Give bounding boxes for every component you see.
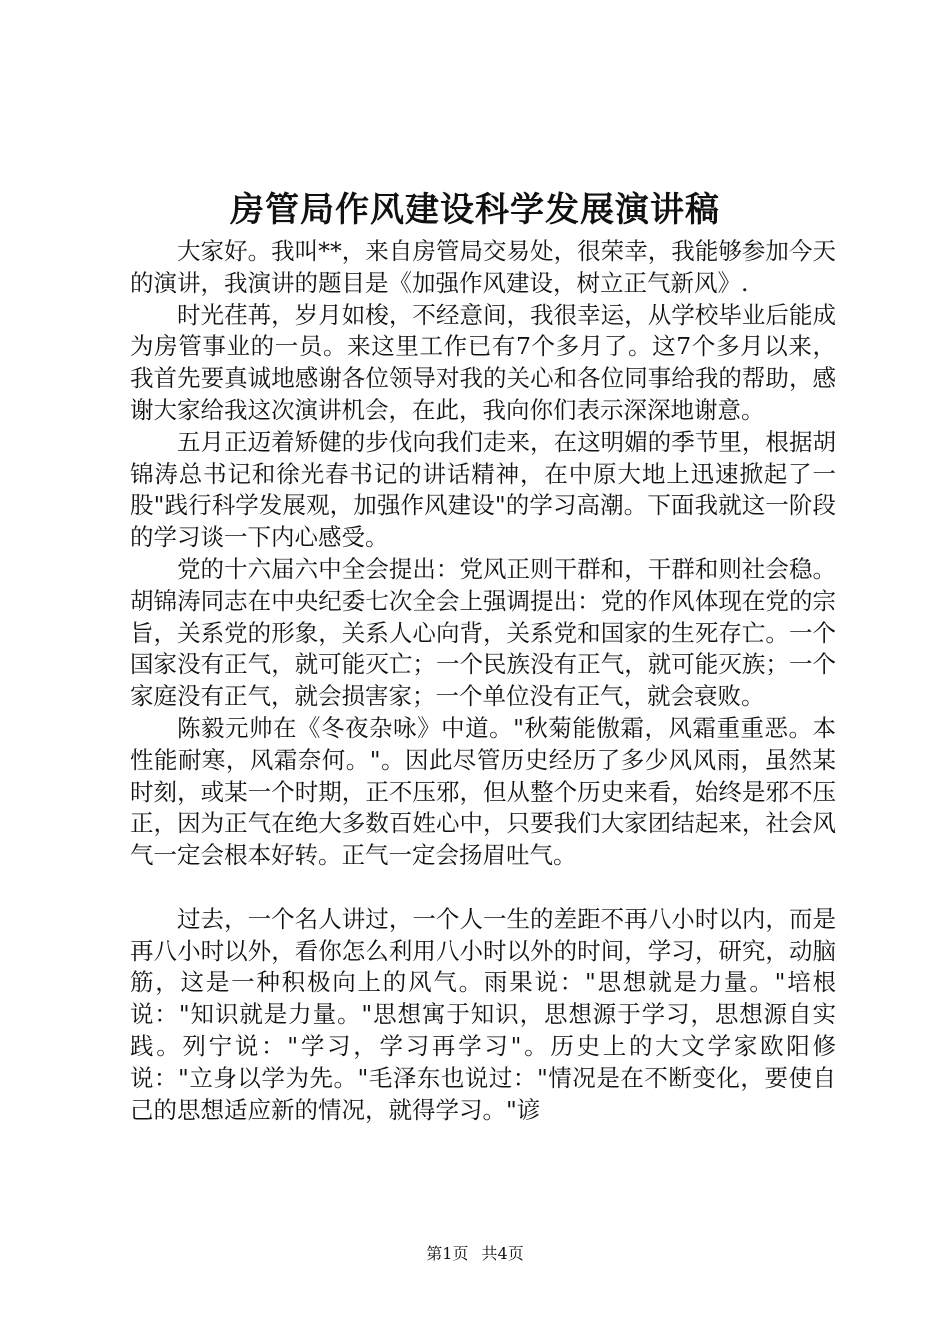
page-total: 共4页 (481, 1244, 524, 1263)
paragraph-introduction: 时光荏苒，岁月如梭，不经意间，我很幸运，从学校毕业后能成为房管事业的一员。来这里工作已有7个多月了。这7个多月以来，我首先要真诚地感谢各位领导对我的关心和各位同事给我的帮助，感谢大家给我这次演讲机会，在此，我向你们表示深深地谢意。 (130, 300, 836, 424)
page-number: 第1页 (426, 1244, 469, 1263)
paragraph-chen-yi: 陈毅元帅在《冬夜杂咏》中道。"秋菊能傲霜，风霜重重恶。本性能耐寒，风霜奈何。"。因此尽管历史经历了多少风风雨，虽然某时刻，或某一个时期，正不压邪，但从整个历史来看，始终是邪不压正，因为正气在绝大多数百姓心中，只要我们大家团结起来，社会风气一定会根本好转。正气一定会扬眉吐气。 (130, 713, 836, 870)
paragraph-party-style: 党的十六届六中全会提出：党风正则干群和，干群和则社会稳。胡锦涛同志在中央纪委七次全会上强调提出：党的作风体现在党的宗旨，关系党的形象，关系人心向背，关系党和国家的生死存亡。一个国家没有正气，就可能灭亡；一个民族没有正气，就可能灭族；一个家庭没有正气，就会损害家；一个单位没有正气，就会衰败。 (130, 554, 836, 711)
paragraph-greeting: 大家好。我叫**，来自房管局交易处，很荣幸，我能够参加今天的演讲，我演讲的题目是《加强作风建设，树立正气新风》. (130, 237, 836, 297)
paragraph-learning: 过去，一个名人讲过，一个人一生的差距不再八小时以内，而是再八小时以外，看你怎么利用八小时以外的时间，学习，研究，动脑筋，这是一种积极向上的风气。雨果说："思想就是力量。"培根说："知识就是力量。"思想寓于知识，思想源于学习，思想源自实践。列宁说："学习，学习再学习"。历史上的大文学家欧阳修说："立身以学为先。"毛泽东也说过："情况是在不断变化，要使自己的思想适应新的情况，就得学习。"谚 (130, 904, 836, 1124)
document-body (130, 236, 836, 1126)
paragraph-may: 五月正迈着矫健的步伐向我们走来，在这明媚的季节里，根据胡锦涛总书记和徐光春书记的讲话精神，在中原大地上迅速掀起了一股"践行科学发展观，加强作风建设"的学习高潮。下面我就这一阶段的学习谈一下内心感受。 (130, 427, 836, 552)
page-footer (0, 1242, 950, 1266)
document-title: 房管局作风建设科学发展演讲稿 (230, 190, 720, 230)
